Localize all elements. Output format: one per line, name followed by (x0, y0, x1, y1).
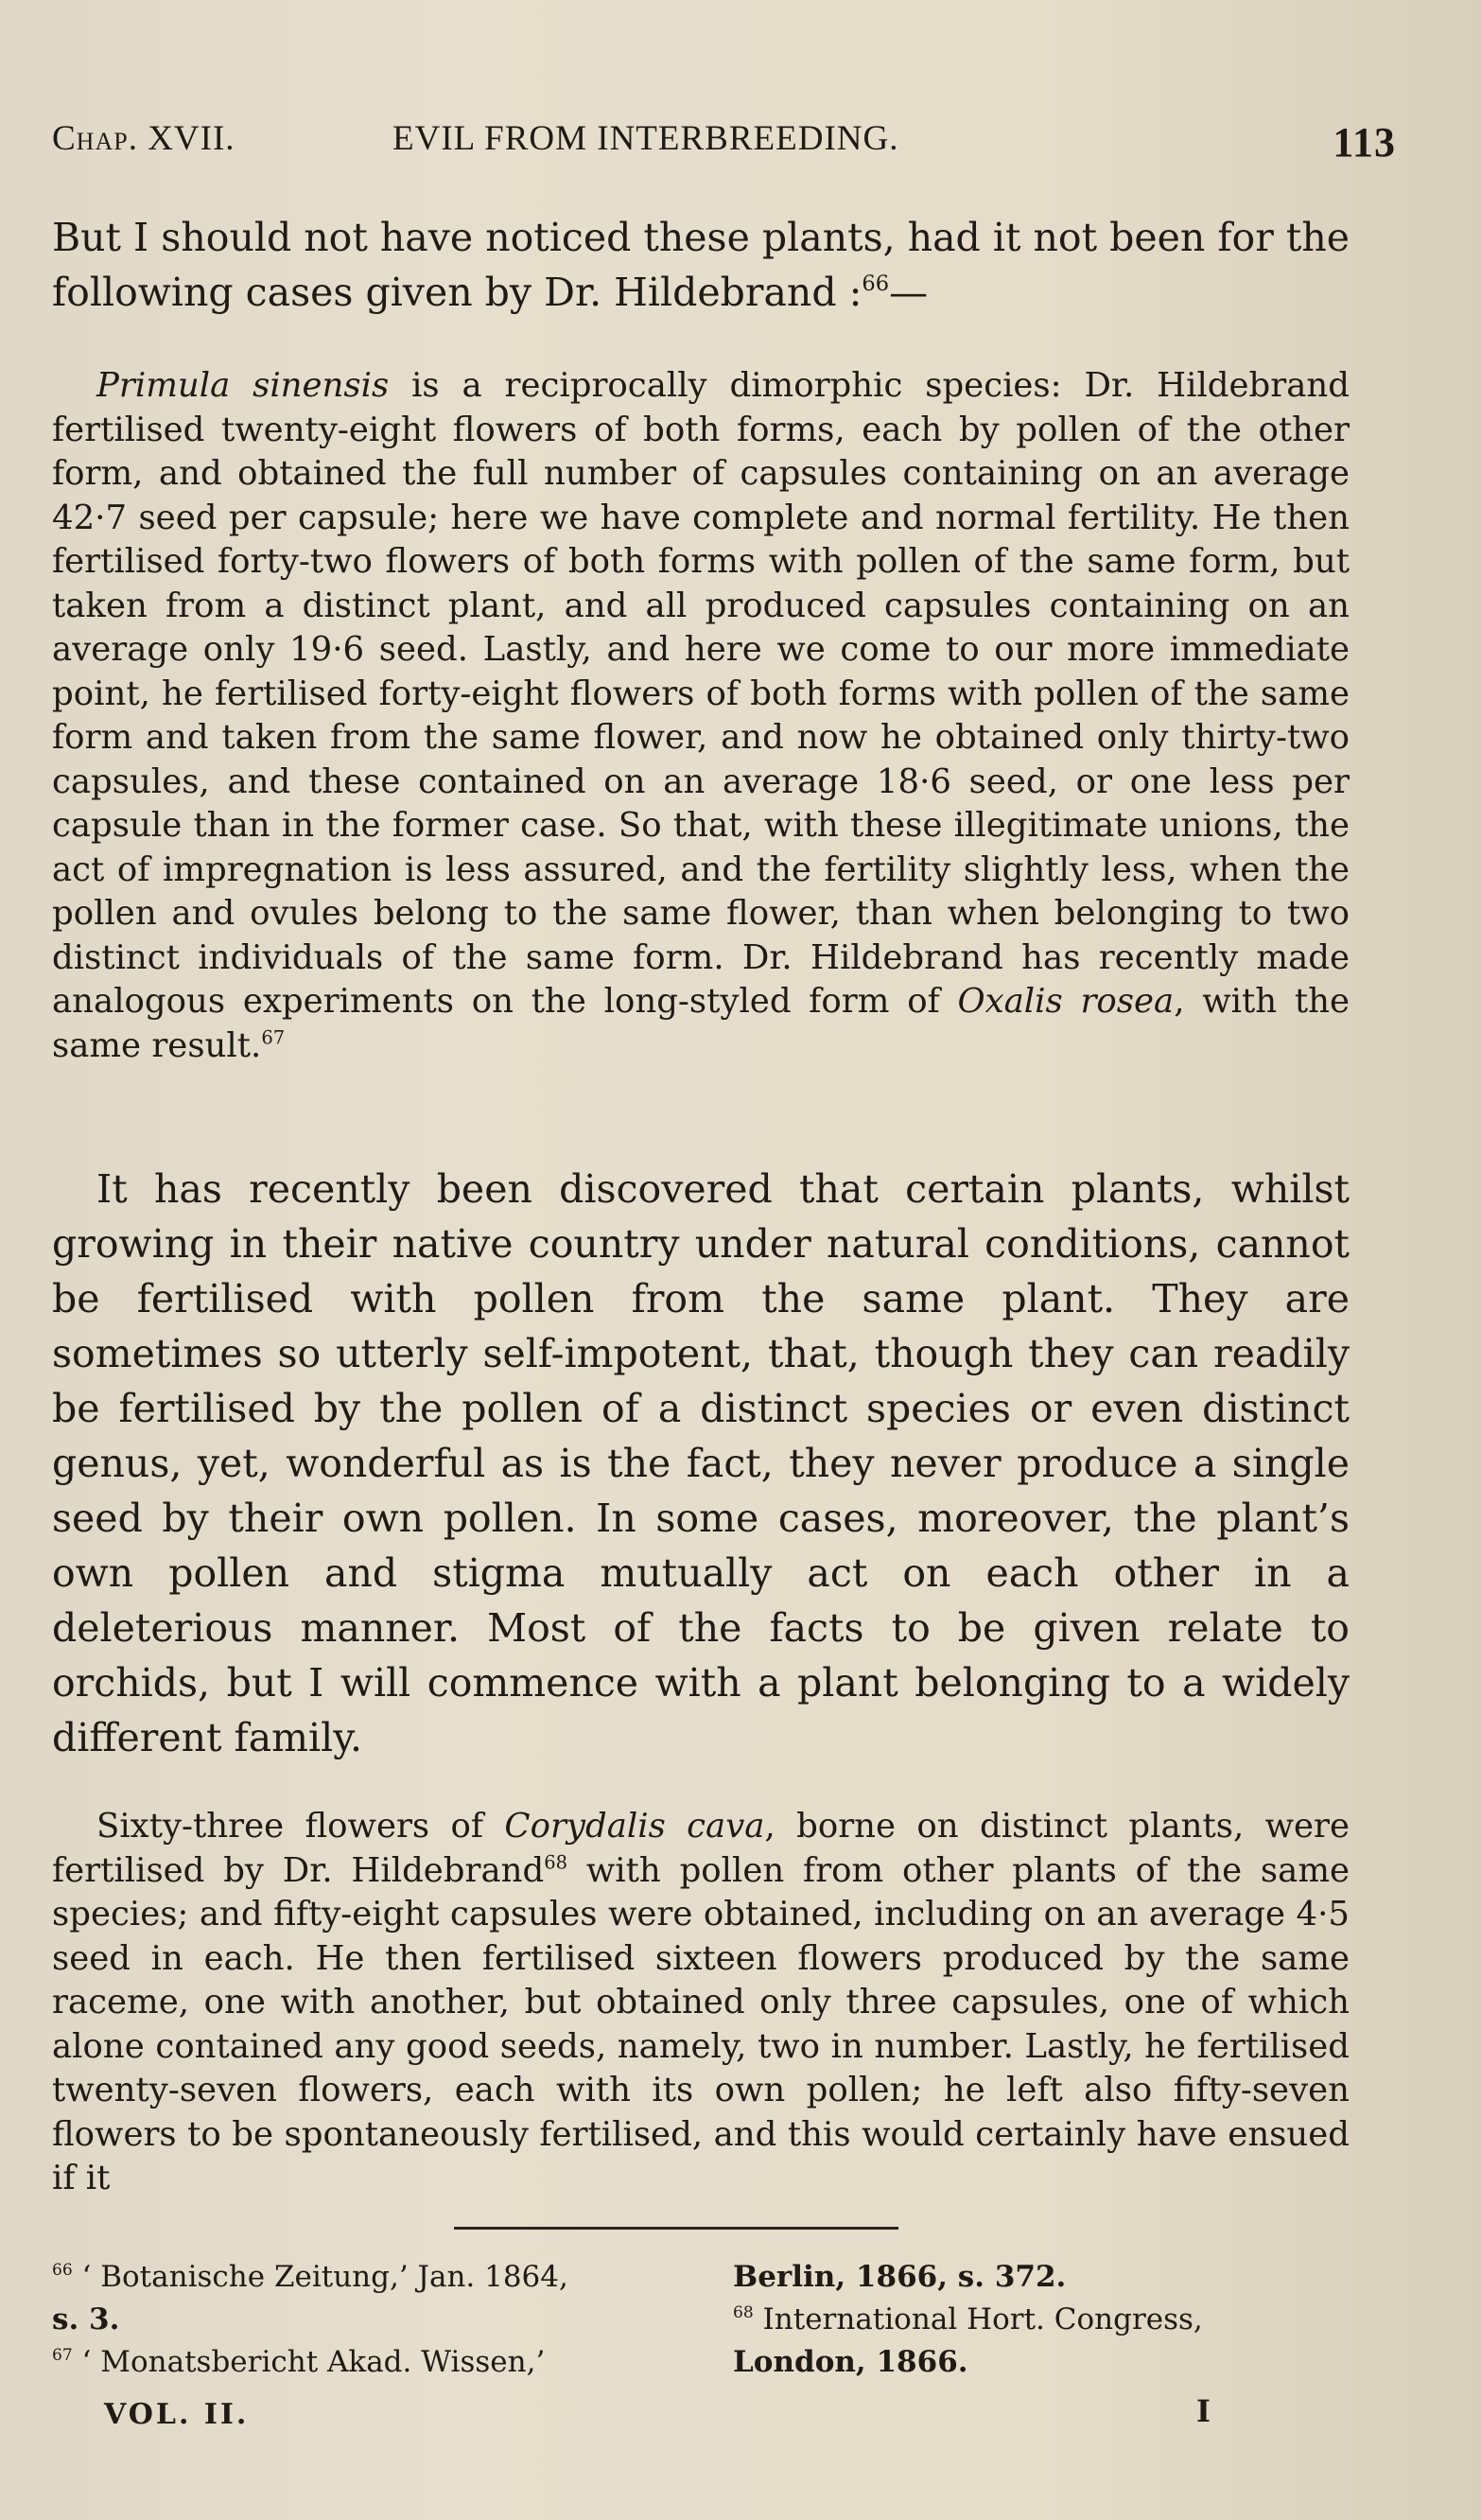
corydalis-start: Sixty-three flowers of (96, 1807, 505, 1846)
volume-signature: VOL. II. (104, 2398, 250, 2431)
corydalis-species-name: Corydalis cava (504, 1807, 765, 1846)
footnote-68-number: 68 (733, 2303, 754, 2323)
corydalis-mid: , borne on distinct plants, were fertilised by Dr. Hildebrand (52, 1807, 1350, 1890)
footnote-66-number: 66 (52, 2261, 73, 2281)
footnote-68-continuation: London, 1866. (733, 2345, 968, 2379)
primula-species-name: Primula sinensis (96, 366, 390, 405)
footnote-68-text: International Hort. Congress, (762, 2302, 1203, 2336)
footnote-divider (454, 2227, 898, 2230)
footnote-66-continuation: s. 3. (52, 2302, 120, 2336)
footnote-67-continuation: Berlin, 1866, s. 372. (733, 2260, 1067, 2294)
signature-mark: I (1196, 2393, 1211, 2429)
footnote-66-text: ‘ Botanische Zeitung,’ Jan. 1864, (81, 2260, 568, 2294)
intro-paragraph (52, 210, 1350, 320)
footnote-66 (52, 2256, 714, 2299)
intro-text: But I should not have noticed these plants, had it not been for the following cases given by Dr. Hildebrand : (52, 215, 1350, 315)
intro-dash: — (889, 270, 929, 315)
corydalis-text: with pollen from other plants of the same species; and fifty-eight capsules were obtained, including on an average 4·5 seed in each. He then fertilised sixteen flowers produced by the same raceme, one with another, but obtained only three capsules, one of which alone contained any good seeds, namely, two in number. Lastly, he fertilised twenty-seven flowers, each with its own pollen; he left also fifty-seven flowers to be spontaneously fertilised, and this would certainly have ensued if it (52, 1850, 1350, 2197)
primula-paragraph (52, 364, 1350, 1068)
self-impotent-paragraph (52, 1162, 1350, 1765)
page-number: 113 (1333, 119, 1396, 166)
running-title: EVIL FROM INTERBREEDING. (392, 119, 899, 158)
primula-tail: , with the same result. (52, 982, 1350, 1065)
running-header (52, 118, 1396, 166)
corydalis-paragraph (52, 1805, 1350, 2201)
footnotes-right-column (733, 2256, 1352, 2384)
footnote-ref-66: 66 (862, 271, 890, 297)
footnote-ref-68: 68 (544, 1850, 568, 1873)
footnote-ref-67: 67 (261, 1025, 286, 1048)
footnote-67-number: 67 (52, 2346, 73, 2366)
self-impotent-text: It has recently been discovered that certain plants, whilst growing in their native country under natural conditions, cannot be fertilised with pollen from the same plant. They are sometimes so utterly self-impotent, that, though they can readily be fertilised by the pollen of a distinct species or even distinct genus, yet, wonderful as is the fact, they never produce a single seed by their own pollen. In some cases, moreover, the plant’s own pollen and stigma mutually act on each other in a deleterious manner. Most of the facts to be given relate to orchids, but I will commence with a plant belonging to a widely different family. (52, 1166, 1350, 1760)
footnotes-left-column (52, 2256, 714, 2384)
chapter-label: Chap. XVII. (52, 119, 235, 158)
footnote-67 (52, 2341, 714, 2384)
primula-text: is a reciprocally dimorphic species: Dr. Hildebrand fertilised twenty-eight flowers of both forms, each by pollen of the other form, and obtained the full number of capsules containing on an average 42·7 seed per capsule; here we have complete and normal fertility. He then fertilised forty-two flowers of both forms with pollen of the same form, but taken from a distinct plant, and all produced capsules containing on an average only 19·6 seed. Lastly, and here we come to our more immediate point, he fertilised forty-eight flowers of both forms with pollen of the same form and taken from the same flower, and now he obtained only thirty-two capsules, and these contained on an average 18·6 seed, or one less per capsule than in the former case. So that, with these illegitimate unions, the act of impregnation is less assured, and the fertility slightly less, when the pollen and ovules belong to the same flower, than when belonging to two distinct individuals of the same form. Dr. Hildebrand has recently made analogous experiments on the long-styled form of (52, 366, 1350, 1021)
oxalis-species-name: Oxalis rosea (957, 982, 1175, 1021)
footnote-68 (733, 2299, 1352, 2341)
footnote-67-text: ‘ Monatsbericht Akad. Wissen,’ (81, 2345, 546, 2379)
